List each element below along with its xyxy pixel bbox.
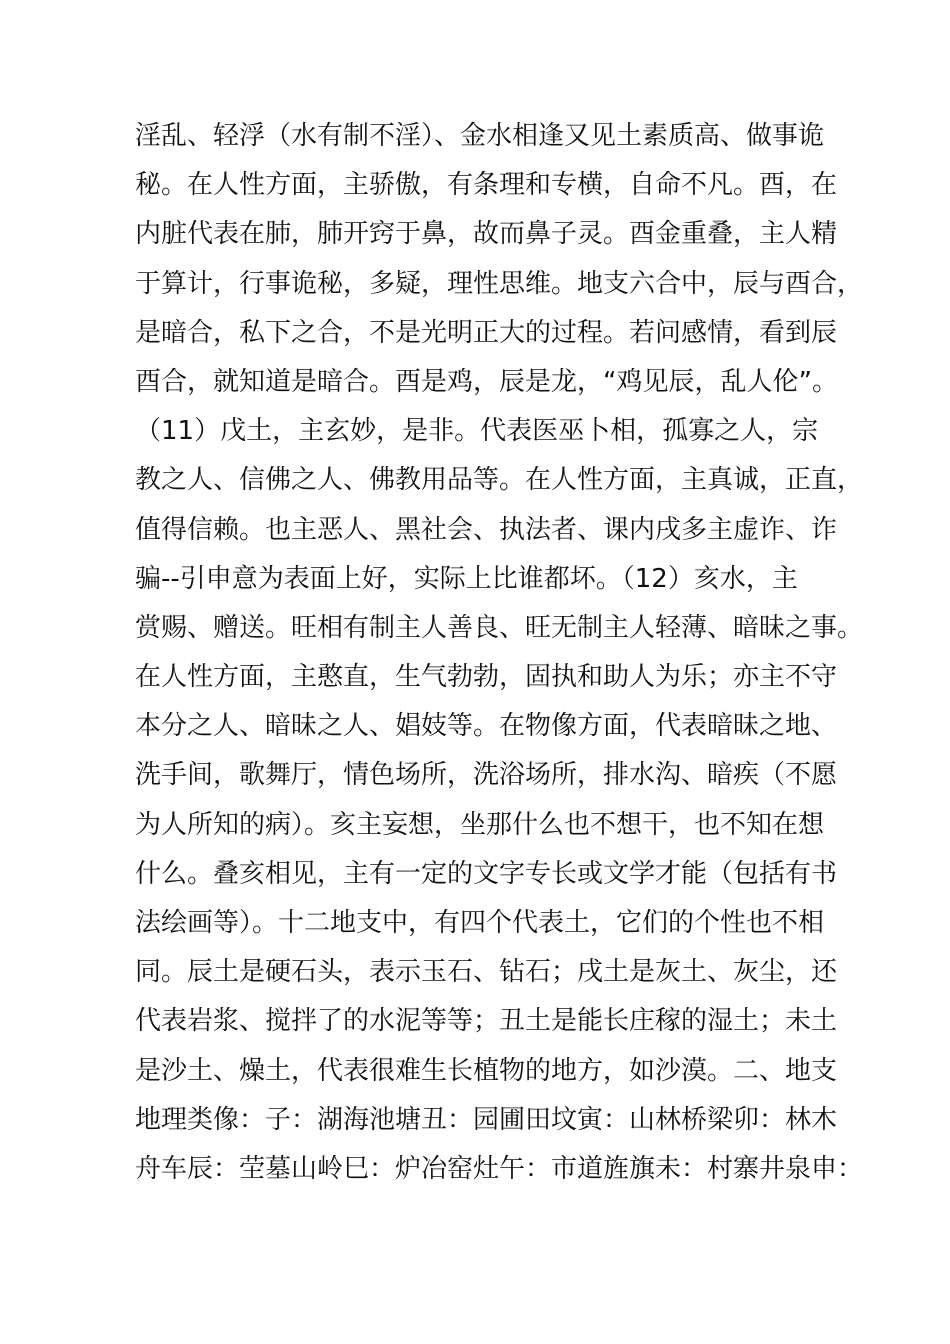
text-line: 洗手间，歌舞厅，情色场所，洗浴场所，排水沟、暗疾（不愿 (135, 760, 838, 791)
text-line: 值得信赖。也主恶人、黑社会、执法者、课内戌多主虚诈、诈 (135, 514, 838, 545)
text-line: 于算计，行事诡秘，多疑，理性思维。地支六合中，辰与酉合， (135, 268, 864, 299)
text-line: 是沙土、燥土，代表很难生长植物的地方，如沙漠。二、地支 (135, 1055, 838, 1086)
text-line: 是暗合，私下之合，不是光明正大的过程。若问感情，看到辰 (135, 317, 838, 348)
text-line: 地理类像：子：湖海池塘丑：园圃田坟寅：山林桥梁卯：林木 (135, 1104, 838, 1135)
text-line: 舟车辰：茔墓山岭巳：炉冶窑灶午：市道旌旗未：村寨井泉申： (135, 1153, 864, 1184)
text-line: 淫乱、轻浮（水有制不淫）、金水相逢又见土素质高、做事诡 (135, 121, 825, 151)
text-line: 法绘画等）。十二地支中，有四个代表土，它们的个性也不相 (135, 908, 825, 938)
text-line: 为人所知的病）。亥主妄想，坐那什么也不想干，也不知在想 (135, 809, 825, 840)
text-line: 骗--引申意为表面上好，实际上比谁都坏。（12）亥水，主 (135, 563, 798, 594)
text-line: 教之人、信佛之人、佛教用品等。在人性方面，主真诚，正直， (135, 465, 864, 496)
text-line: 在人性方面，主憨直，生气勃勃，固执和助人为乐；亦主不守 (135, 662, 838, 693)
text-line: 酉合，就知道是暗合。酉是鸡，辰是龙，“鸡见辰，乱人伦”。 (135, 366, 838, 397)
text-line: 赏赐、赠送。旺相有制主人善良、旺无制主人轻薄、暗昧之事。 (135, 612, 864, 643)
text-line: （11）戊土，主玄妙，是非。代表医巫卜相，孤寡之人，宗 (135, 416, 819, 447)
text-line: 什么。叠亥相见，主有一定的文字专长或文学才能（包括有书 (135, 858, 838, 889)
text-line: 同。辰土是硬石头，表示玉石、钻石；戌土是灰土、灰尘，还 (135, 957, 838, 988)
body-text (135, 112, 864, 1194)
text-line: 本分之人、暗昧之人、娼妓等。在物像方面，代表暗昧之地、 (135, 711, 838, 742)
text-line: 代表岩浆、搅拌了的水泥等等；丑土是能长庄稼的湿土；未土 (135, 1006, 838, 1037)
text-line: 内脏代表在肺，肺开窍于鼻，故而鼻子灵。酉金重叠，主人精 (135, 219, 838, 250)
text-line: 秘。在人性方面，主骄傲，有条理和专横，自命不凡。酉，在 (135, 170, 838, 201)
